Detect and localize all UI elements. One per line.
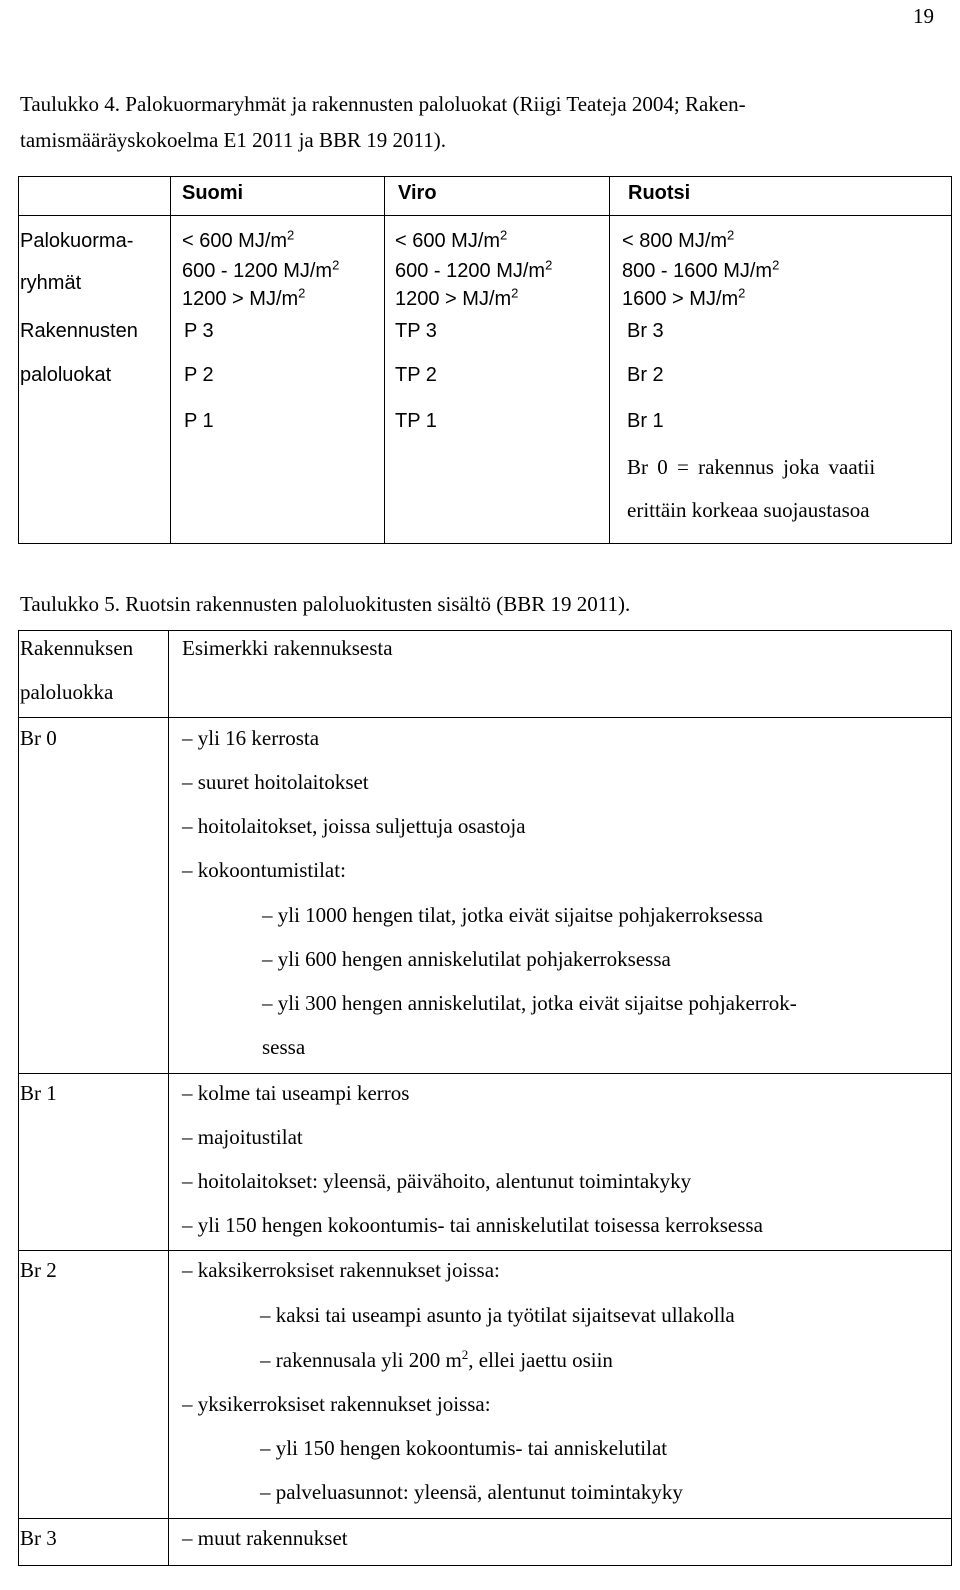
list-item: – kokoontumistilat: (182, 858, 346, 882)
list-item: – majoitustilat (182, 1125, 303, 1149)
list-item: – yli 16 kerrosta (182, 726, 320, 750)
header-suomi: Suomi (182, 182, 244, 204)
class-suomi-p3: P 3 (184, 320, 214, 342)
header-paloluokka: paloluokka (20, 680, 114, 704)
fireload-ruotsi-3: $1600 > MJ/m^2$ (622, 285, 746, 310)
sub-list-item-continued: sessa (262, 1035, 306, 1059)
sub-list-item: – kaksi tai useampi asunto ja työtilat sijaitsevat ullakolla (260, 1303, 735, 1327)
class-label-br2: Br 2 (20, 1258, 57, 1282)
class-suomi-p1: P 1 (184, 410, 214, 432)
table4-caption-line2: tamismääräyskokoelma E1 2011 ja BBR 19 2011). (20, 128, 446, 152)
class-viro-tp3: TP 3 (395, 320, 437, 342)
class-label-br0: Br 0 (20, 726, 57, 750)
fireload-ruotsi-2: 800 - 1600 $MJ/m^2$ (622, 257, 780, 282)
label-rakennusten-paloluokat-1: Rakennusten (20, 320, 138, 342)
label-palokuormaryhmat-2: ryhmät (20, 272, 82, 294)
sub-list-item: – yli 300 hengen anniskelutilat, jotka eivät sijaitse pohjakerrok- (262, 991, 797, 1015)
list-item: – muut rakennukset (182, 1526, 348, 1550)
fireload-ruotsi-1: < 800 $MJ/m^2$ (622, 227, 735, 252)
fireload-suomi-3: $1200 > MJ/m^2$ (182, 285, 306, 310)
sub-list-item: – yli 600 hengen anniskelutilat pohjakerroksessa (262, 947, 671, 971)
header-ruotsi: Ruotsi (628, 182, 691, 204)
class-ruotsi-br3: Br 3 (627, 320, 664, 342)
sub-list-item: – yli 1000 hengen tilat, jotka eivät sijaitse pohjakerroksessa (262, 903, 763, 927)
fireload-viro-3: $1200 > MJ/m^2$ (395, 285, 519, 310)
sub-list-item: – palveluasunnot: yleensä, alentunut toimintakyky (260, 1480, 683, 1504)
class-label-br3: Br 3 (20, 1526, 57, 1550)
list-item: – yksikerroksiset rakennukset joissa: (182, 1392, 491, 1416)
list-item: – hoitolaitokset: yleensä, päivähoito, alentunut toimintakyky (182, 1169, 692, 1193)
sub-list-item: – yli 150 hengen kokoontumis- tai anniskelutilat (260, 1436, 668, 1460)
fireload-viro-2: 600 - 1200 $MJ/m^2$ (395, 257, 553, 282)
class-ruotsi-br2: Br 2 (627, 364, 664, 386)
list-item: – kaksikerroksiset rakennukset joissa: (182, 1258, 500, 1282)
fireload-suomi-2: 600 - 1200 $MJ/m^2$ (182, 257, 340, 282)
class-ruotsi-br0-line1: Br 0 = rakennus joka vaatii (627, 455, 876, 479)
list-item: – suuret hoitolaitokset (182, 770, 369, 794)
label-rakennusten-paloluokat-2: paloluokat (20, 364, 112, 386)
list-item: – hoitolaitokset, joissa suljettuja osastoja (182, 814, 526, 838)
fireload-suomi-1: < 600 $MJ/m^2$ (182, 227, 295, 252)
label-palokuormaryhmat-1: Palokuorma- (20, 230, 134, 252)
class-viro-tp2: TP 2 (395, 364, 437, 386)
fireload-viro-1: < 600 $MJ/m^2$ (395, 227, 508, 252)
table5-caption: Taulukko 5. Ruotsin rakennusten paloluokitusten sisältö (BBR 19 2011). (20, 592, 631, 616)
header-viro: Viro (398, 182, 437, 204)
class-ruotsi-br0-line2: erittäin korkeaa suojaustasoa (627, 498, 870, 522)
header-rakennuksen: Rakennuksen (20, 636, 134, 660)
table4-caption-line1: Taulukko 4. Palokuormaryhmät ja rakennusten paloluokat (Riigi Teateja 2004; Raken- (20, 92, 746, 116)
header-esimerkki: Esimerkki rakennuksesta (182, 636, 393, 660)
class-ruotsi-br1: Br 1 (627, 410, 664, 432)
page-number: 19 (913, 4, 934, 28)
class-viro-tp1: TP 1 (395, 410, 437, 432)
list-item: – kolme tai useampi kerros (182, 1081, 410, 1105)
list-item: – yli 150 hengen kokoontumis- tai anniskelutilat toisessa kerroksessa (182, 1213, 763, 1237)
class-label-br1: Br 1 (20, 1081, 57, 1105)
class-suomi-p2: P 2 (184, 364, 214, 386)
sub-list-item: – rakennusala yli 200 $m^2$, ellei jaettu osiin (260, 1347, 613, 1372)
